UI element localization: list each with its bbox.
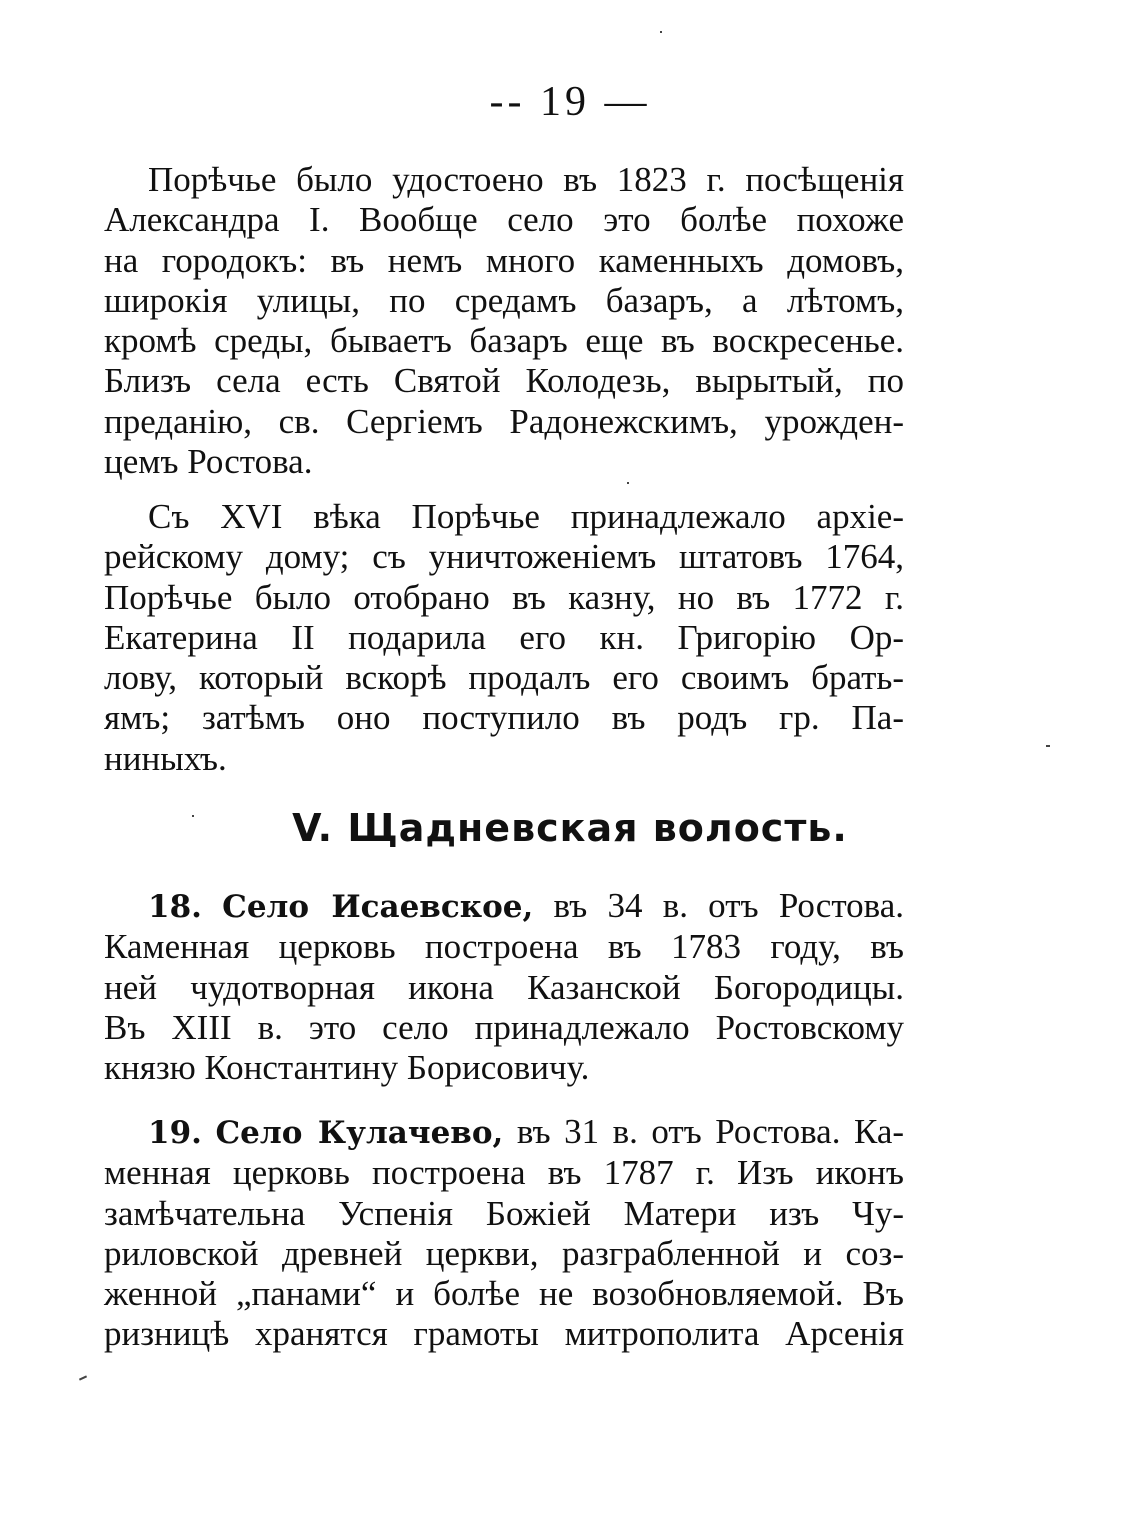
text-line: замѣчательна Успенія Божіей Матери изъ Чу- bbox=[104, 1193, 904, 1233]
text-line: Порѣчье было отобрано въ казну, но въ 1772 г. bbox=[104, 577, 904, 617]
text-line: рейскому дому; съ уничтоженіемъ штатовъ 1764, bbox=[104, 537, 904, 577]
text-line: ризницѣ хранятся грамоты митрополита Арсенія bbox=[104, 1314, 904, 1354]
text-line: преданію, св. Сергіемъ Радонежскимъ, урожден- bbox=[104, 401, 904, 441]
entry-first-line bbox=[104, 1112, 904, 1153]
entry-text: въ 34 в. отъ Ростова. bbox=[553, 886, 905, 925]
entry-text: въ 31 в. отъ Ростова. Ка- bbox=[516, 1112, 905, 1151]
entry-first-line bbox=[104, 886, 904, 927]
text-line: князю Константину Борисовичу. bbox=[104, 1048, 590, 1088]
text-line: лову, который вскорѣ продалъ его своимъ брать- bbox=[104, 658, 904, 698]
scan-speck bbox=[660, 31, 662, 33]
entry-title: Село Кулачево, bbox=[215, 1115, 504, 1151]
entry-18 bbox=[104, 886, 904, 1088]
paragraph-poreche-visit bbox=[104, 160, 904, 482]
section-heading: V. Щадневская волость. bbox=[292, 806, 848, 850]
text-line: ниныхъ. bbox=[104, 738, 227, 778]
entry-number: 18. bbox=[148, 889, 202, 925]
text-line: Близъ села есть Святой Колодезь, вырытый, по bbox=[104, 361, 904, 401]
entry-number: 19. bbox=[148, 1115, 202, 1151]
text-line: кромѣ среды, бываетъ базаръ еще въ воскресенье. bbox=[104, 321, 904, 361]
text-line: Порѣчье было удостоено въ 1823 г. посѣщенія bbox=[148, 160, 904, 199]
text-line: Екатерина II подарила его кн. Григорію Ор- bbox=[104, 617, 904, 657]
text-line: ямъ; затѣмъ оно поступило въ родъ гр. Па- bbox=[104, 698, 904, 738]
text-line: на городокъ: въ немъ много каменныхъ домовъ, bbox=[104, 240, 904, 280]
scan-speck bbox=[627, 482, 629, 484]
page-number: -- 19 — bbox=[489, 79, 651, 125]
text-line: женной „панами“ и болѣе не возобновляемой. Въ bbox=[104, 1274, 904, 1314]
text-line: менная церковь построена въ 1787 г. Изъ иконъ bbox=[104, 1153, 904, 1193]
entry-title: Село Исаевское, bbox=[222, 889, 534, 925]
text-line: ней чудотворная икона Казанской Богородицы. bbox=[104, 967, 904, 1007]
text-line: Александра I. Вообще село это болѣе похоже bbox=[104, 200, 904, 240]
entry-19 bbox=[104, 1112, 904, 1355]
text-line: Въ XIII в. это село принадлежало Ростовскому bbox=[104, 1007, 904, 1047]
text-line: Съ XVI вѣка Порѣчье принадлежало архіе- bbox=[148, 497, 904, 536]
text-line: Каменная церковь построена въ 1783 году, въ bbox=[104, 927, 904, 967]
text-line: риловской древней церкви, разграбленной и соз- bbox=[104, 1233, 904, 1273]
paragraph-poreche-history bbox=[104, 497, 904, 779]
text-line: широкія улицы, по средамъ базаръ, а лѣтомъ, bbox=[104, 280, 904, 320]
scan-speck bbox=[79, 1375, 87, 1380]
scan-speck bbox=[192, 815, 194, 817]
scan-speck bbox=[1046, 745, 1050, 747]
text-line: цемъ Ростова. bbox=[104, 442, 313, 482]
